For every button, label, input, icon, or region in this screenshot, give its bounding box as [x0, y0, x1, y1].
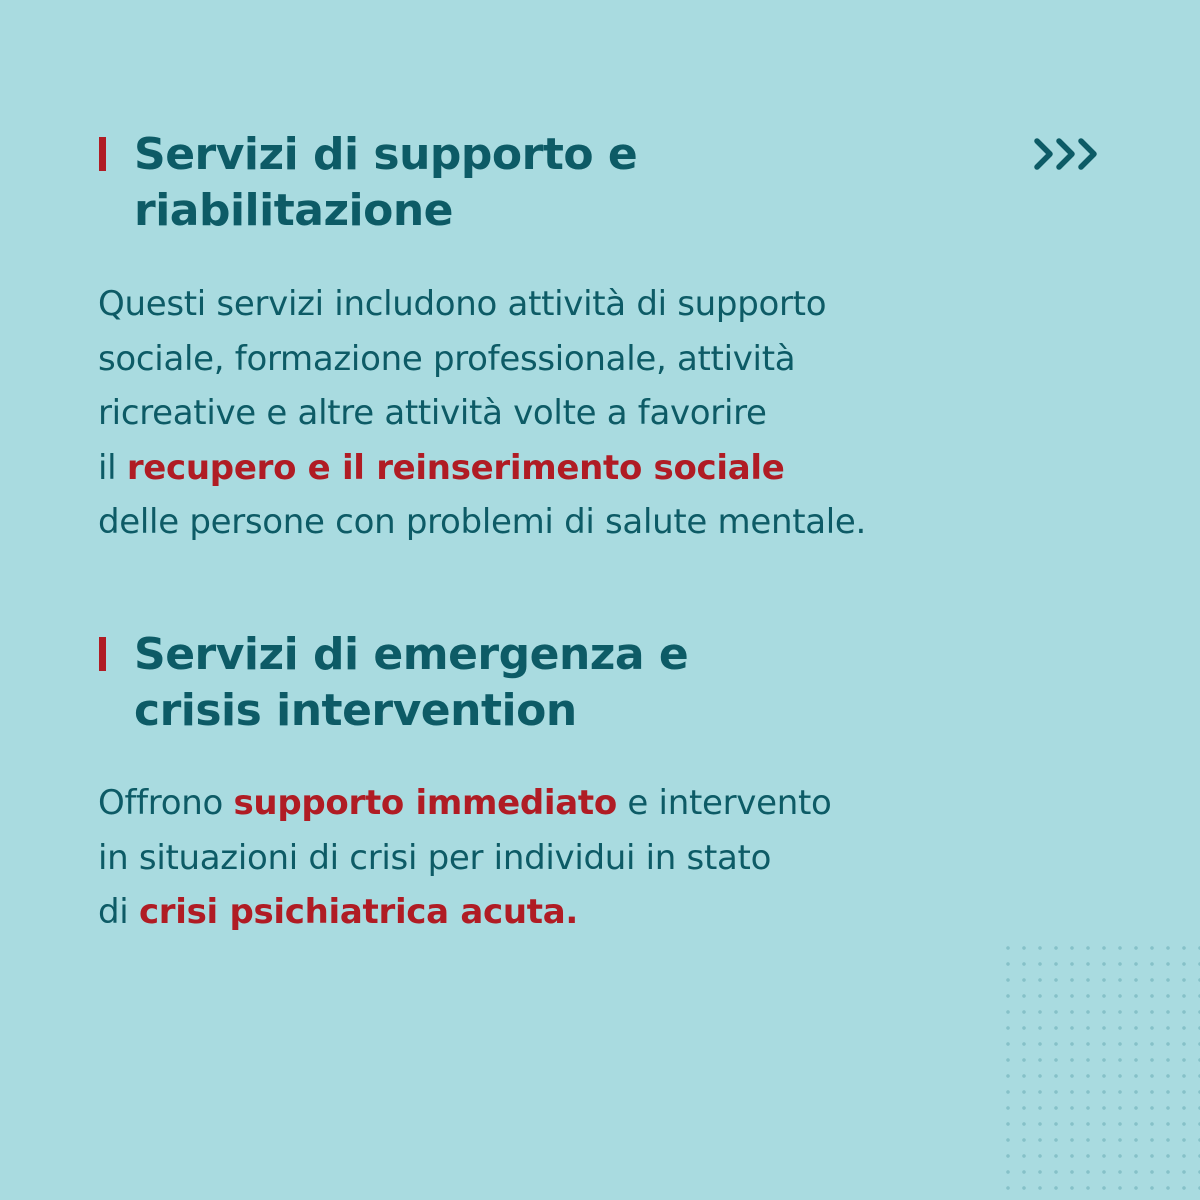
triple-chevron-right-icon[interactable] [1032, 135, 1104, 173]
section1-description [98, 277, 866, 550]
section1-title-line1: Servizi di supporto e [134, 129, 638, 180]
section2-highlight: crisi psichiatrica acuta. [138, 892, 578, 932]
section2-text: Offrono [98, 783, 234, 823]
section2-line [98, 776, 832, 831]
section2-description [98, 776, 832, 940]
section1-line: sociale, formazione professionale, attività [98, 338, 796, 379]
section2-accent-bar [99, 637, 106, 671]
dot-grid-pattern [1000, 940, 1200, 1200]
section2-line [98, 885, 832, 940]
section1-line: ricreative e altre attività volte a favorire [98, 393, 767, 433]
section2-highlight: supporto immediato [233, 783, 617, 823]
section2-title-line2: crisis intervention [134, 685, 577, 736]
section2-title [134, 627, 688, 739]
section1-text: il [98, 447, 127, 488]
section2-line: in situazioni di crisi per individui in stato [98, 837, 772, 878]
section1-line: Questi servizi includono attività di supporto [98, 284, 827, 324]
section2-text: e intervento [616, 783, 832, 823]
section1-accent-bar [99, 137, 106, 171]
section1-title [134, 127, 637, 239]
section1-line [98, 441, 866, 496]
section1-line: delle persone con problemi di salute mentale. [98, 502, 867, 542]
section1-highlight: recupero e il reinserimento sociale [126, 447, 785, 488]
section2-text: di [98, 892, 139, 932]
section1-title-line2: riabilitazione [134, 185, 454, 236]
section2-title-line1: Servizi di emergenza e [134, 629, 689, 680]
chevron-icon-svg [1032, 135, 1104, 173]
